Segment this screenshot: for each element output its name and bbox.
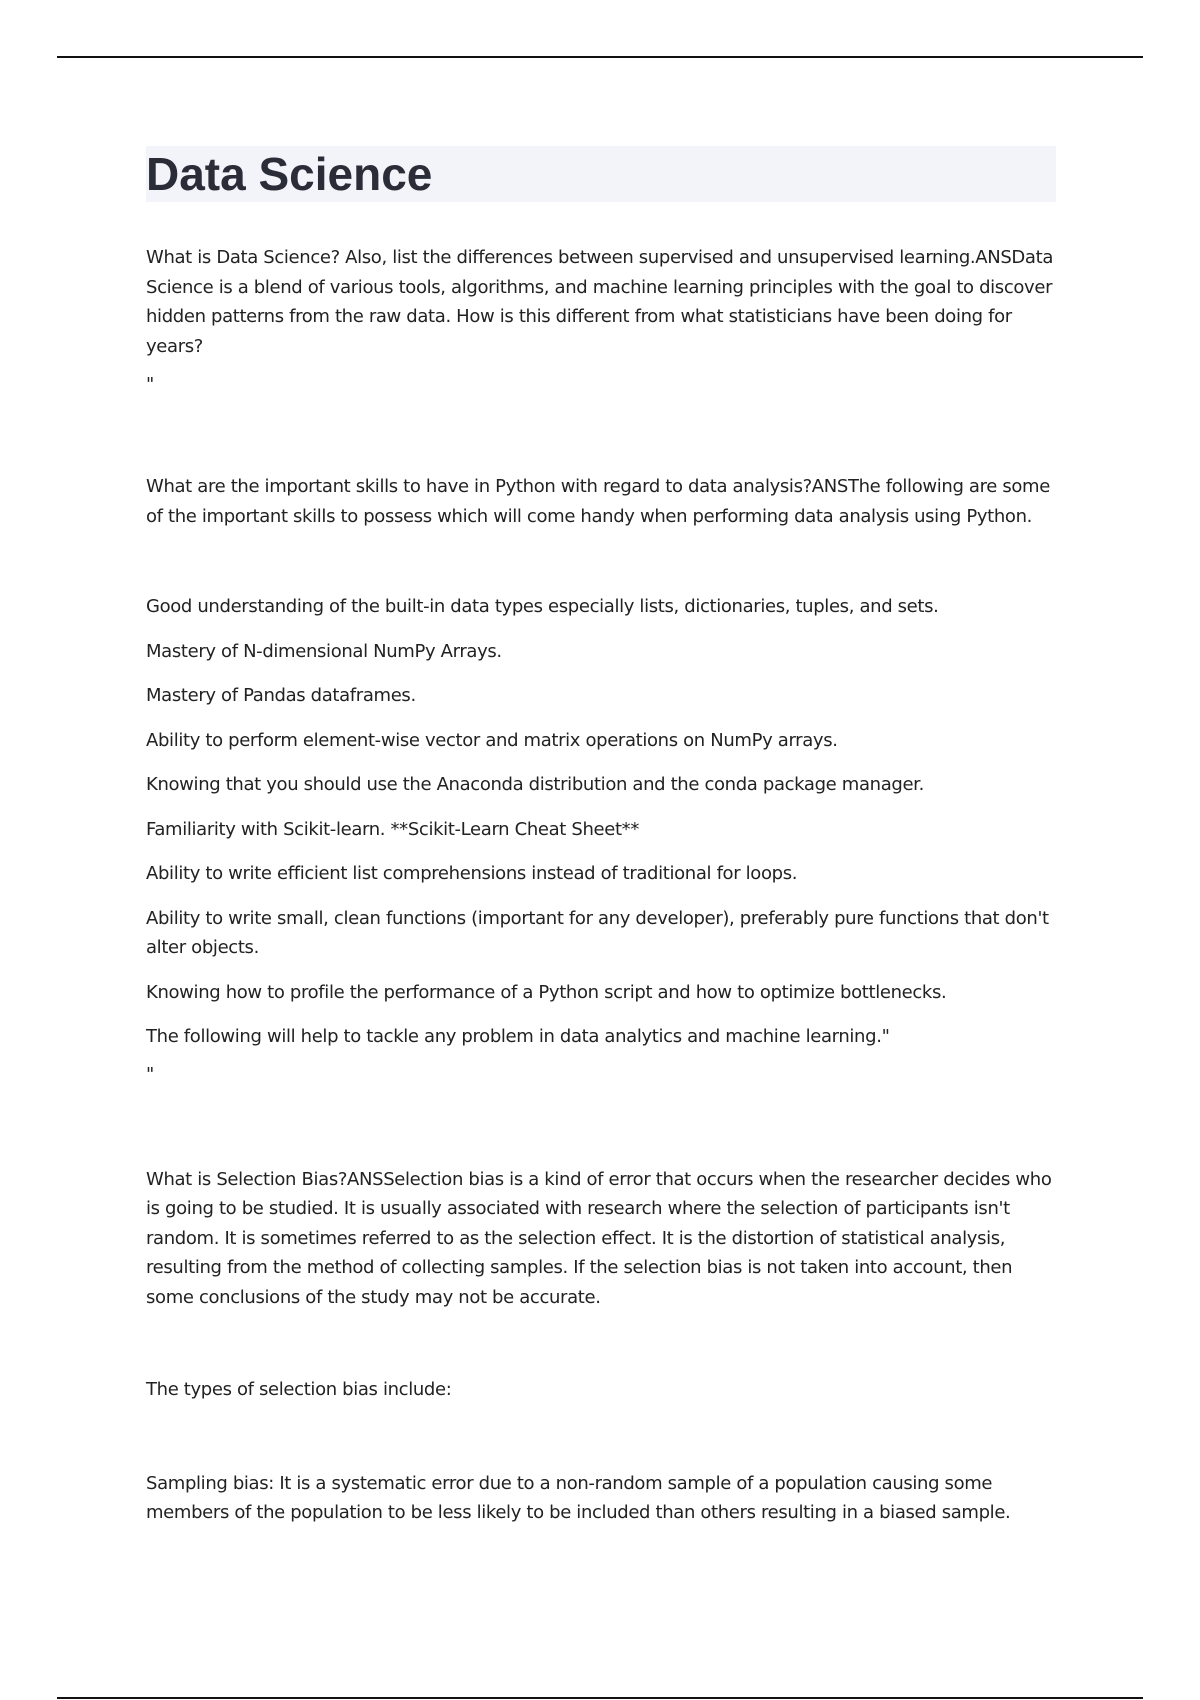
title-banner xyxy=(146,146,1056,202)
list-item: Familiarity with Scikit-learn. **Scikit-Learn Cheat Sheet** xyxy=(146,818,639,840)
page-title: Data Science xyxy=(146,148,433,200)
quote-mark: " xyxy=(146,374,154,395)
top-divider xyxy=(57,56,1143,58)
skills-list xyxy=(146,592,1056,1052)
question-python-skills: What are the important skills to have in Python with regard to data analysis?ANSThe following are some of the important skills to possess which will come handy when performing data analysis using Python. xyxy=(146,476,1050,527)
list-item: Knowing how to profile the performance of a Python script and how to optimize bottlenecks. xyxy=(146,981,947,1003)
list-item: Ability to perform element-wise vector and matrix operations on NumPy arrays. xyxy=(146,729,838,751)
question-data-science: What is Data Science? Also, list the differences between supervised and unsupervised learning.ANSData Science is a blend of various tools, algorithms, and machine learning principles with the goal to discover hidden patterns from the raw data. How is this different from what statisticians have been doing for years? xyxy=(146,247,1053,357)
list-item: Knowing that you should use the Anaconda distribution and the conda package manager. xyxy=(146,774,924,795)
list-item: Good understanding of the built-in data types especially lists, dictionaries, tuples, and sets. xyxy=(146,596,939,617)
list-item: Mastery of Pandas dataframes. xyxy=(146,685,416,706)
types-intro: The types of selection bias include: xyxy=(146,1379,452,1400)
list-item: Ability to write small, clean functions (important for any developer), preferably pure functions that don't alter objects. xyxy=(146,907,1049,958)
document-body xyxy=(146,146,1056,1528)
quote-mark: " xyxy=(146,1063,154,1085)
list-item: Mastery of N-dimensional NumPy Arrays. xyxy=(146,640,502,662)
question-selection-bias: What is Selection Bias?ANSSelection bias is a kind of error that occurs when the researcher decides who is going to be studied. It is usually associated with research where the selection of participants isn't random. It is sometimes referred to as the selection effect. It is the distortion of statistical analysis, resulting from the method of collecting samples. If the selection bias is not taken into account, then some conclusions of the study may not be accurate. xyxy=(146,1168,1052,1308)
list-item: The following will help to tackle any problem in data analytics and machine learning." xyxy=(146,1026,890,1047)
list-item: Ability to write efficient list comprehensions instead of traditional for loops. xyxy=(146,863,798,884)
sampling-bias-paragraph: Sampling bias: It is a systematic error due to a non-random sample of a population causing some members of the population to be less likely to be included than others resulting in a biased sample. xyxy=(146,1472,1011,1523)
bottom-divider xyxy=(57,1697,1143,1699)
